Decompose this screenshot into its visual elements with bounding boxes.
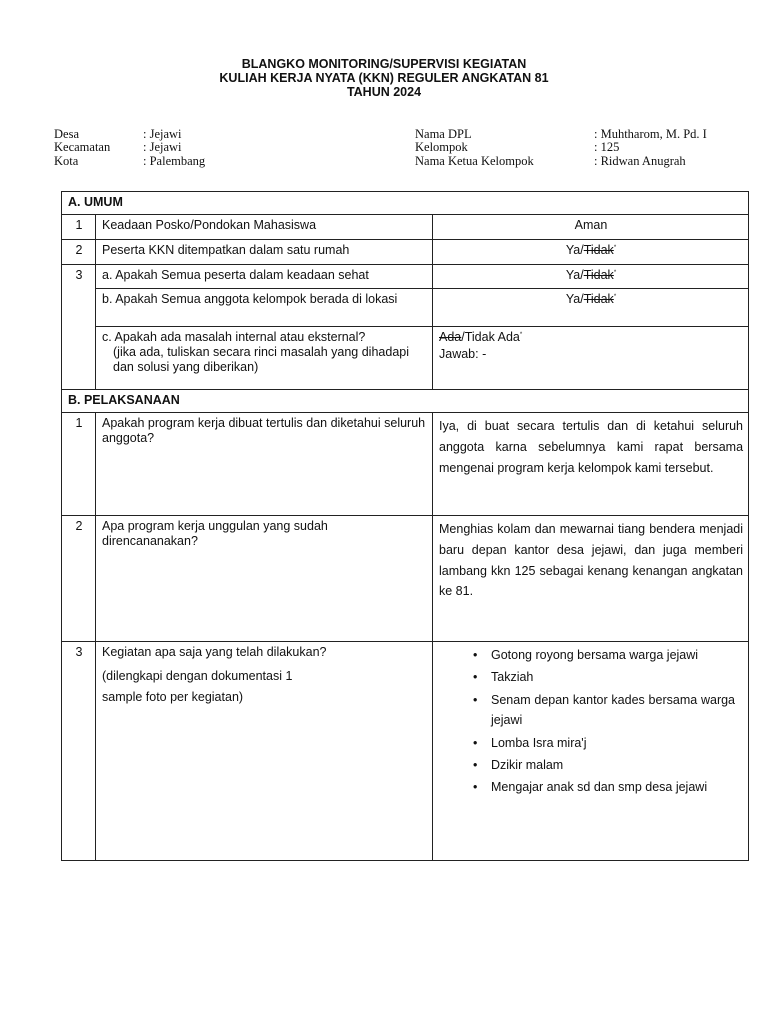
answer-cell: Menghias kolam dan mewarnai tiang bendera menjadi baru depan kantor desa jejawi, dan juga memberi lambang kkn 125 sebagai kenang kenangan angkatan ke 81.: [433, 516, 749, 642]
list-item: [473, 690, 736, 731]
question-cell: [96, 327, 433, 390]
answer-options: [439, 330, 743, 345]
bullet-icon: •: [473, 670, 478, 685]
kelompok-value: : 125: [594, 140, 620, 154]
dpl-label: Nama DPL: [415, 127, 472, 141]
bullet-icon: •: [473, 735, 478, 750]
desa-value: : Jejawi: [143, 127, 182, 141]
question-note: (jika ada, tuliskan secara rinci masalah yang dihadapi dan solusi yang diberikan): [113, 345, 409, 374]
answer-struck: Tidak: [583, 243, 614, 257]
list-item: [473, 733, 735, 753]
row-number: 1: [62, 215, 96, 240]
row-number: 2: [62, 516, 96, 642]
section-a-header-row: [62, 192, 749, 215]
answer-cell: [433, 642, 749, 861]
table-row: [62, 265, 749, 289]
activity-text: Mengajar anak sd dan smp desa jejawi: [491, 780, 708, 795]
footnote-mark: *: [613, 294, 617, 300]
answer-yes: Ya/: [565, 243, 584, 257]
question-cell: Apa program kerja unggulan yang sudah direncananakan?: [96, 516, 433, 642]
form-subtitle: KULIAH KERJA NYATA (KKN) REGULER ANGKATAN 81: [219, 71, 549, 85]
table-row: [62, 516, 749, 642]
ketua-label: Nama Ketua Kelompok: [415, 154, 534, 168]
table-row: [62, 327, 749, 390]
form-year: TAHUN 2024: [346, 85, 422, 99]
answer-struck: Ada: [439, 330, 462, 344]
kecamatan-label: Kecamatan: [54, 140, 111, 154]
section-b-title: B. PELAKSANAAN: [62, 390, 749, 413]
desa-label: Desa: [54, 127, 79, 141]
list-item: [473, 755, 735, 775]
question-note: (dilengkapi dengan dokumentasi 1: [102, 669, 293, 683]
question-text: c. Apakah ada masalah internal atau eksternal?: [102, 330, 366, 344]
table-row: [62, 642, 749, 861]
bullet-icon: •: [473, 648, 478, 662]
bullet-icon: •: [473, 692, 478, 707]
question-cell: a. Apakah Semua peserta dalam keadaan sehat: [96, 265, 433, 289]
row-number: 3: [62, 265, 96, 390]
row-number: 3: [62, 642, 96, 861]
section-b-header-row: [62, 390, 749, 413]
answer-yes: Ya/: [565, 292, 584, 306]
activity-text: Senam depan kantor kades bersama warga jejawi: [491, 692, 736, 728]
kota-label: Kota: [54, 154, 79, 168]
list-item: [473, 667, 735, 687]
footnote-mark: *: [519, 332, 523, 338]
activity-text: Lomba Isra mira'j: [491, 735, 587, 750]
list-item: [473, 777, 735, 797]
dpl-value: : Muhtharom, M. Pd. I: [594, 127, 707, 141]
ketua-value: : Ridwan Anugrah: [594, 154, 686, 168]
row-number: 1: [62, 413, 96, 516]
section-a-title: A. UMUM: [62, 192, 749, 215]
question-cell: [96, 642, 433, 861]
table-row: [62, 413, 749, 516]
bullet-icon: •: [473, 758, 478, 773]
answer-cell: [433, 240, 749, 265]
activity-list: [439, 645, 743, 798]
list-item: [473, 645, 735, 665]
question-text: Kegiatan apa saja yang telah dilakukan?: [102, 645, 327, 659]
table-row: [62, 240, 749, 265]
bullet-icon: •: [473, 780, 478, 795]
question-cell: b. Apakah Semua anggota kelompok berada di lokasi: [96, 289, 433, 327]
table-row: [62, 289, 749, 327]
form-title: BLANGKO MONITORING/SUPERVISI KEGIATAN: [241, 57, 527, 71]
kelompok-label: Kelompok: [415, 140, 468, 154]
table-row: [62, 215, 749, 240]
answer-yes: Ya/: [565, 268, 584, 282]
answer-struck: Tidak: [583, 292, 614, 306]
answer-cell: [433, 289, 749, 327]
question-cell: Keadaan Posko/Pondokan Mahasiswa: [96, 215, 433, 240]
answer-cell: Aman: [433, 215, 749, 240]
activity-text: Takziah: [491, 670, 534, 685]
answer-jawab: Jawab: -: [439, 347, 487, 361]
answer-cell: [433, 327, 749, 390]
question-cell: Peserta KKN ditempatkan dalam satu rumah: [96, 240, 433, 265]
footnote-mark: *: [613, 270, 617, 276]
kecamatan-value: : Jejawi: [143, 140, 182, 154]
kota-value: : Palembang: [143, 154, 206, 168]
monitoring-table: [61, 191, 749, 861]
question-cell: Apakah program kerja dibuat tertulis dan diketahui seluruh anggota?: [96, 413, 433, 516]
answer-cell: Iya, di buat secara tertulis dan di ketahui seluruh anggota karna sebelumnya kami rapat bersama mengenai program kerja kelompok kami tersebut.: [433, 413, 749, 516]
question-note: sample foto per kegiatan): [102, 690, 244, 704]
answer-cell: [433, 265, 749, 289]
row-number: 2: [62, 240, 96, 265]
answer-rest: /Tidak Ada: [461, 330, 520, 344]
footnote-mark: *: [613, 245, 617, 251]
activity-text: Dzikir malam: [491, 758, 564, 773]
activity-text: Gotong royong bersama warga jejawi: [491, 648, 699, 662]
answer-struck: Tidak: [583, 268, 614, 282]
